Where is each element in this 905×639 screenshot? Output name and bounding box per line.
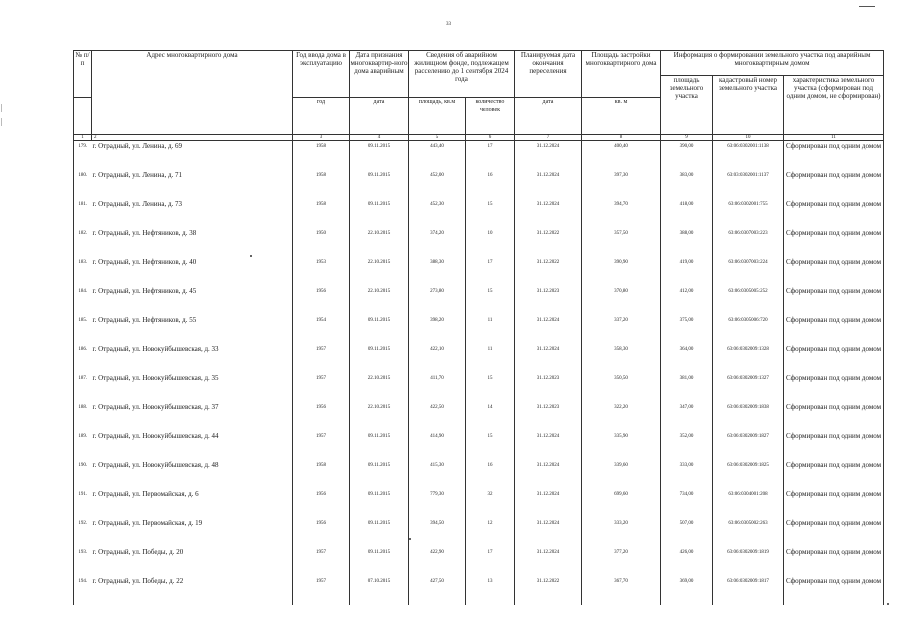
row-cadastral-number: 63:06:0302009:1817 (713, 576, 784, 605)
header-address: Адрес многоквартирного дома (92, 51, 293, 135)
table-row (74, 344, 884, 373)
unit-planned: дата (515, 98, 582, 135)
row-built-area: 370,80 (582, 286, 661, 315)
row-number: 185. (74, 315, 92, 344)
row-fund-area: 779,30 (409, 489, 466, 518)
row-people-count: 16 (466, 460, 515, 489)
row-address: г. Отрадный, ул. Победы, д. 22 (92, 576, 293, 605)
row-fund-area: 452,00 (409, 170, 466, 199)
col-number: 3 (293, 135, 350, 141)
unit-built-area: кв. м (582, 98, 661, 135)
row-address: г. Отрадный, ул. Нефтяников, д. 38 (92, 228, 293, 257)
row-planned-date: 31.12.2024 (515, 547, 582, 576)
header-recognition-date: Дата признания многоквартир-ного дома аварийным (350, 51, 409, 98)
row-recognition-date: 22.10.2015 (350, 402, 409, 431)
header-land-info: Информация о формировании земельного участка под аварийным многоквартирным домом (661, 51, 884, 76)
row-planned-date: 31.12.2024 (515, 460, 582, 489)
row-number: 180. (74, 170, 92, 199)
row-fund-area: 443,40 (409, 141, 466, 171)
row-recognition-date: 09.11.2015 (350, 460, 409, 489)
row-people-count: 15 (466, 373, 515, 402)
row-fund-area: 414,90 (409, 431, 466, 460)
row-built-area: 333,20 (582, 518, 661, 547)
row-year: 1953 (293, 257, 350, 286)
row-address: г. Отрадный, ул. Первомайская, д. 19 (92, 518, 293, 547)
row-year: 1950 (293, 228, 350, 257)
row-land-characteristic: Сформирован под одним домом (784, 373, 884, 402)
unit-area: площадь, кв.м (409, 98, 466, 135)
row-year: 1958 (293, 460, 350, 489)
row-cadastral-number: 63:06:0305005:252 (713, 286, 784, 315)
col-number: 11 (784, 135, 884, 141)
row-planned-date: 31.12.2024 (515, 315, 582, 344)
col-number: 6 (466, 135, 515, 141)
row-number: 188. (74, 402, 92, 431)
row-cadastral-number: 63:06:0302009:1327 (713, 373, 784, 402)
row-people-count: 17 (466, 141, 515, 171)
row-year: 1957 (293, 431, 350, 460)
row-number: 192. (74, 518, 92, 547)
row-planned-date: 31.12.2024 (515, 489, 582, 518)
row-built-area: 350,50 (582, 373, 661, 402)
col-number: 10 (713, 135, 784, 141)
row-year: 1958 (293, 170, 350, 199)
unit-num (74, 98, 92, 135)
row-recognition-date: 09.11.2015 (350, 344, 409, 373)
row-people-count: 15 (466, 286, 515, 315)
row-cadastral-number: 63:03:0302001:1137 (713, 170, 784, 199)
table-row (74, 576, 884, 605)
row-people-count: 15 (466, 431, 515, 460)
row-address: г. Отрадный, ул. Нефтяников, д. 55 (92, 315, 293, 344)
table-row (74, 199, 884, 228)
row-land-characteristic: Сформирован под одним домом (784, 431, 884, 460)
row-number: 189. (74, 431, 92, 460)
row-fund-area: 273,80 (409, 286, 466, 315)
table-row (74, 257, 884, 286)
row-cadastral-number: 63:06:0305006:720 (713, 315, 784, 344)
row-built-area: 337,20 (582, 315, 661, 344)
row-recognition-date: 22.10.2015 (350, 373, 409, 402)
row-built-area: 394,70 (582, 199, 661, 228)
row-recognition-date: 09.11.2015 (350, 170, 409, 199)
row-land-area: 375,00 (661, 315, 713, 344)
row-fund-area: 415,30 (409, 460, 466, 489)
row-address: г. Отрадный, ул. Новокуйбышевская, д. 44 (92, 431, 293, 460)
unit-year: год (293, 98, 350, 135)
header-land-characteristic: характеристика земельного участка (сформирован под одним домом, не сформирован) (784, 76, 884, 135)
row-recognition-date: 09.11.2015 (350, 199, 409, 228)
row-fund-area: 422,90 (409, 547, 466, 576)
row-address: г. Отрадный, ул. Ленина, д. 71 (92, 170, 293, 199)
row-cadastral-number: 63:06:0302001:1138 (713, 141, 784, 171)
margin-mark (1, 118, 2, 126)
row-recognition-date: 09.11.2015 (350, 547, 409, 576)
row-planned-date: 31.12.2024 (515, 199, 582, 228)
row-planned-date: 31.12.2024 (515, 141, 582, 171)
row-land-area: 412,00 (661, 286, 713, 315)
row-land-area: 734,00 (661, 489, 713, 518)
row-land-area: 364,00 (661, 344, 713, 373)
row-land-characteristic: Сформирован под одним домом (784, 228, 884, 257)
row-year: 1956 (293, 402, 350, 431)
row-land-area: 333,00 (661, 460, 713, 489)
row-address: г. Отрадный, ул. Новокуйбышевская, д. 48 (92, 460, 293, 489)
table-row (74, 170, 884, 199)
row-address: г. Отрадный, ул. Новокуйбышевская, д. 35 (92, 373, 293, 402)
row-recognition-date: 09.11.2015 (350, 141, 409, 171)
table-body (74, 141, 884, 606)
row-address: г. Отрадный, ул. Нефтяников, д. 45 (92, 286, 293, 315)
table-row (74, 315, 884, 344)
row-land-characteristic: Сформирован под одним домом (784, 518, 884, 547)
emergency-housing-table (73, 50, 884, 605)
row-people-count: 11 (466, 315, 515, 344)
row-land-characteristic: Сформирован под одним домом (784, 460, 884, 489)
col-number: 5 (409, 135, 466, 141)
row-land-area: 369,00 (661, 576, 713, 605)
header-year: Год ввода дома в эксплуатацию (293, 51, 350, 98)
row-fund-area: 388,30 (409, 257, 466, 286)
header-built-area: Площадь застройки многоквартирного дома (582, 51, 661, 98)
row-land-characteristic: Сформирован под одним домом (784, 315, 884, 344)
col-number: 1 (74, 135, 92, 141)
header-housing-fund: Сведения об аварийном жилищном фонде, подлежащем расселению до 1 сентября 2024 года (409, 51, 515, 98)
row-recognition-date: 07.10.2015 (350, 576, 409, 605)
row-fund-area: 422,50 (409, 402, 466, 431)
table-row (74, 431, 884, 460)
row-year: 1958 (293, 199, 350, 228)
row-cadastral-number: 63:06:0302009:1827 (713, 431, 784, 460)
header-num: № п/п (74, 51, 92, 98)
row-recognition-date: 09.11.2015 (350, 315, 409, 344)
row-land-characteristic: Сформирован под одним домом (784, 402, 884, 431)
row-address: г. Отрадный, ул. Новокуйбышевская, д. 33 (92, 344, 293, 373)
scan-speck (409, 538, 411, 540)
row-planned-date: 31.12.2023 (515, 286, 582, 315)
col-number: 7 (515, 135, 582, 141)
row-number: 183. (74, 257, 92, 286)
row-address: г. Отрадный, ул. Нефтяников, д. 40 (92, 257, 293, 286)
row-planned-date: 31.12.2024 (515, 431, 582, 460)
row-built-area: 339,60 (582, 460, 661, 489)
row-people-count: 14 (466, 402, 515, 431)
row-built-area: 390,90 (582, 257, 661, 286)
scan-speck (887, 603, 889, 605)
row-fund-area: 422,10 (409, 344, 466, 373)
row-number: 191. (74, 489, 92, 518)
row-land-area: 352,00 (661, 431, 713, 460)
row-address: г. Отрадный, ул. Первомайская, д. 6 (92, 489, 293, 518)
row-address: г. Отрадный, ул. Ленина, д. 73 (92, 199, 293, 228)
row-year: 1956 (293, 286, 350, 315)
row-cadastral-number: 63:06:0302009:1838 (713, 402, 784, 431)
row-number: 179. (74, 141, 92, 171)
row-number: 186. (74, 344, 92, 373)
row-built-area: 322,20 (582, 402, 661, 431)
page-number: 33 (446, 22, 451, 27)
row-built-area: 400,40 (582, 141, 661, 171)
scan-speck (250, 255, 252, 257)
row-people-count: 17 (466, 257, 515, 286)
row-year: 1957 (293, 547, 350, 576)
row-number: 182. (74, 228, 92, 257)
row-people-count: 32 (466, 489, 515, 518)
row-cadastral-number: 63:06:0302001:755 (713, 199, 784, 228)
col-number: 2 (92, 135, 293, 141)
col-number: 9 (661, 135, 713, 141)
row-fund-area: 452,30 (409, 199, 466, 228)
row-planned-date: 31.12.2022 (515, 228, 582, 257)
row-built-area: 377,20 (582, 547, 661, 576)
row-land-characteristic: Сформирован под одним домом (784, 170, 884, 199)
row-cadastral-number: 63:06:0305002:263 (713, 518, 784, 547)
row-fund-area: 427,50 (409, 576, 466, 605)
row-built-area: 699,60 (582, 489, 661, 518)
row-land-characteristic: Сформирован под одним домом (784, 257, 884, 286)
row-number: 187. (74, 373, 92, 402)
row-land-characteristic: Сформирован под одним домом (784, 286, 884, 315)
row-year: 1957 (293, 344, 350, 373)
row-land-area: 383,00 (661, 170, 713, 199)
row-year: 1957 (293, 576, 350, 605)
col-number: 4 (350, 135, 409, 141)
header-cadastral: кадастровый номер земельного участка (713, 76, 784, 135)
header-land-area: площадь земельного участка (661, 76, 713, 135)
row-land-characteristic: Сформирован под одним домом (784, 576, 884, 605)
row-land-characteristic: Сформирован под одним домом (784, 547, 884, 576)
row-number: 184. (74, 286, 92, 315)
row-recognition-date: 22.10.2015 (350, 228, 409, 257)
row-built-area: 335,90 (582, 431, 661, 460)
row-land-area: 426,00 (661, 547, 713, 576)
unit-people: количество человек (466, 98, 515, 135)
row-address: г. Отрадный, ул. Ленина, д. 69 (92, 141, 293, 171)
row-land-area: 390,00 (661, 141, 713, 171)
row-number: 190. (74, 460, 92, 489)
row-planned-date: 31.12.2022 (515, 257, 582, 286)
row-cadastral-number: 63:06:0304001:208 (713, 489, 784, 518)
row-fund-area: 374,20 (409, 228, 466, 257)
row-fund-area: 411,70 (409, 373, 466, 402)
row-address: г. Отрадный, ул. Победы, д. 20 (92, 547, 293, 576)
row-planned-date: 31.12.2024 (515, 344, 582, 373)
row-people-count: 17 (466, 547, 515, 576)
row-cadastral-number: 63:06:0302009:1825 (713, 460, 784, 489)
row-recognition-date: 09.11.2015 (350, 489, 409, 518)
header-planned-date: Планируемая дата окончания переселения (515, 51, 582, 98)
row-planned-date: 31.12.2023 (515, 373, 582, 402)
row-recognition-date: 09.11.2015 (350, 431, 409, 460)
row-people-count: 12 (466, 518, 515, 547)
row-year: 1956 (293, 518, 350, 547)
row-land-area: 507,00 (661, 518, 713, 547)
row-planned-date: 31.12.2022 (515, 576, 582, 605)
row-cadastral-number: 63:06:0302009:1328 (713, 344, 784, 373)
row-people-count: 11 (466, 344, 515, 373)
row-recognition-date: 22.10.2015 (350, 286, 409, 315)
row-cadastral-number: 63:06:0307003:224 (713, 257, 784, 286)
row-land-characteristic: Сформирован под одним домом (784, 489, 884, 518)
row-cadastral-number: 63:06:0302009:1819 (713, 547, 784, 576)
table-row (74, 489, 884, 518)
table-row (74, 402, 884, 431)
row-land-characteristic: Сформирован под одним домом (784, 199, 884, 228)
row-number: 181. (74, 199, 92, 228)
row-number: 193. (74, 547, 92, 576)
table-row (74, 286, 884, 315)
row-year: 1954 (293, 315, 350, 344)
table-row (74, 460, 884, 489)
row-land-area: 418,00 (661, 199, 713, 228)
row-planned-date: 31.12.2023 (515, 402, 582, 431)
table-row (74, 547, 884, 576)
row-recognition-date: 22.10.2015 (350, 257, 409, 286)
row-address: г. Отрадный, ул. Новокуйбышевская, д. 37 (92, 402, 293, 431)
row-built-area: 397,30 (582, 170, 661, 199)
col-number: 8 (582, 135, 661, 141)
row-year: 1957 (293, 373, 350, 402)
table-row (74, 373, 884, 402)
row-planned-date: 31.12.2024 (515, 170, 582, 199)
table-row (74, 228, 884, 257)
corner-mark (859, 6, 875, 7)
row-land-area: 347,00 (661, 402, 713, 431)
row-land-area: 419,00 (661, 257, 713, 286)
row-cadastral-number: 63:06:0307003:223 (713, 228, 784, 257)
row-year: 1958 (293, 141, 350, 171)
row-built-area: 357,50 (582, 228, 661, 257)
row-people-count: 10 (466, 228, 515, 257)
row-year: 1956 (293, 489, 350, 518)
row-fund-area: 398,20 (409, 315, 466, 344)
row-land-characteristic: Сформирован под одним домом (784, 141, 884, 171)
row-land-characteristic: Сформирован под одним домом (784, 344, 884, 373)
row-fund-area: 394,50 (409, 518, 466, 547)
unit-recognition: дата (350, 98, 409, 135)
row-land-area: 388,00 (661, 228, 713, 257)
row-land-area: 381,00 (661, 373, 713, 402)
row-people-count: 15 (466, 199, 515, 228)
table-row (74, 141, 884, 171)
row-built-area: 358,30 (582, 344, 661, 373)
table-row (74, 518, 884, 547)
row-built-area: 367,70 (582, 576, 661, 605)
row-people-count: 13 (466, 576, 515, 605)
row-people-count: 16 (466, 170, 515, 199)
margin-mark (1, 104, 2, 112)
row-planned-date: 31.12.2024 (515, 518, 582, 547)
row-recognition-date: 09.11.2015 (350, 518, 409, 547)
row-number: 194. (74, 576, 92, 605)
